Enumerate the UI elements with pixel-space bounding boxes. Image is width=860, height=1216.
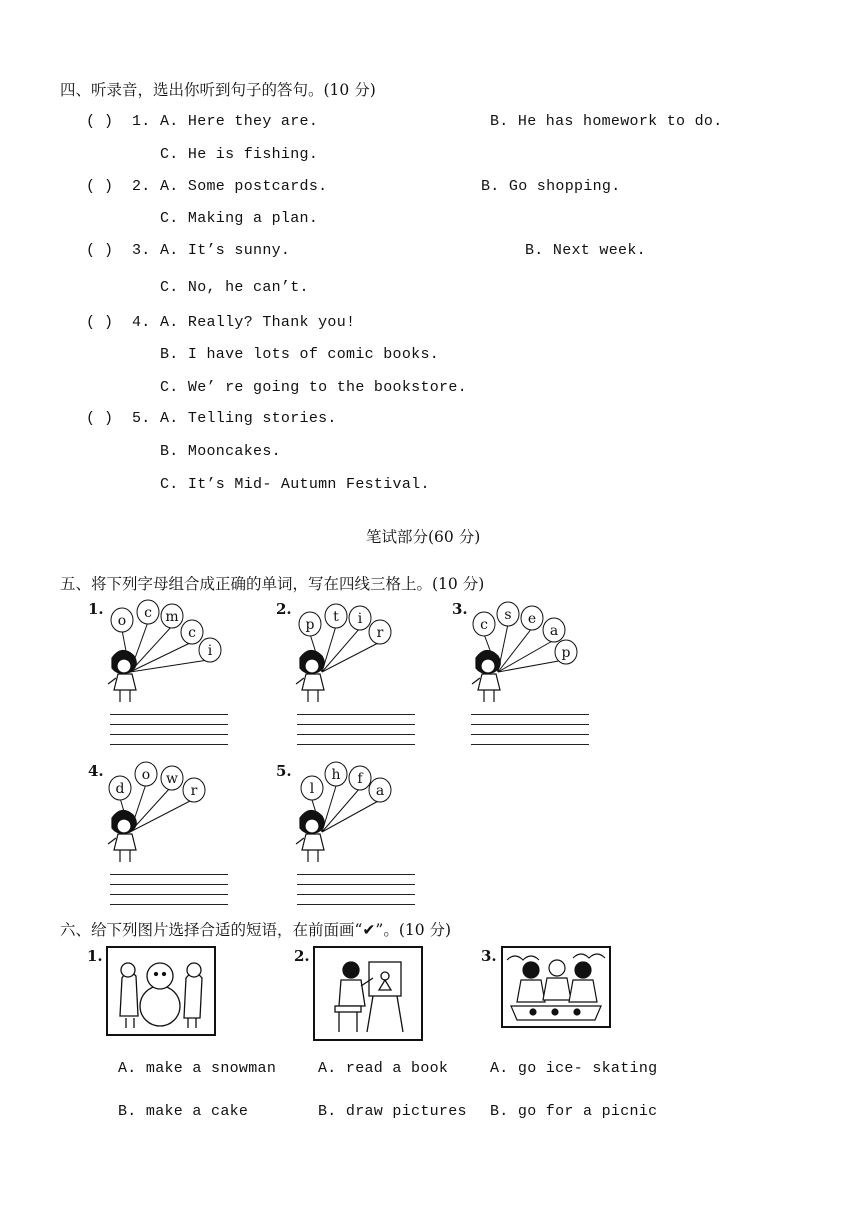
- balloon-letter: c: [480, 617, 488, 633]
- picture-number-1: 1.: [87, 947, 103, 965]
- answer-blank-3[interactable]: ( ): [86, 242, 114, 259]
- four-line-grid-4[interactable]: [110, 874, 228, 906]
- section5-title: 五、将下列字母组合成正确的单词，写在四线三格上。(10 分): [60, 575, 485, 593]
- option-2b: B. Go shopping.: [481, 178, 621, 195]
- answer-blank-1[interactable]: ( ): [86, 113, 114, 130]
- balloon-letter: m: [165, 609, 179, 625]
- balloon-letter: c: [188, 625, 196, 641]
- balloon-figure-3: [452, 598, 602, 708]
- option-5a: A. Telling stories.: [160, 410, 337, 427]
- picnic-icon: [503, 948, 609, 1026]
- drawing-picture: [313, 946, 423, 1041]
- item-number-3: 3.: [132, 242, 151, 259]
- balloon-letter: a: [549, 623, 559, 639]
- balloon-figure-2: [276, 598, 426, 708]
- option-1a: A. Here they are.: [160, 113, 319, 130]
- four-line-grid-1[interactable]: [110, 714, 228, 746]
- girl-with-balloons-icon: [276, 758, 426, 868]
- figure-number-2: 2.: [276, 600, 292, 618]
- easel-icon: [315, 948, 421, 1039]
- balloon-letter: c: [144, 605, 152, 621]
- picture-number-2: 2.: [294, 947, 310, 965]
- balloon-letter: s: [504, 607, 512, 623]
- figure-number-1: 1.: [88, 600, 104, 618]
- option-3a: A. It’s sunny.: [160, 242, 291, 259]
- four-line-grid-2[interactable]: [297, 714, 415, 746]
- balloon-letter: l: [309, 781, 315, 797]
- answer-blank-2[interactable]: ( ): [86, 178, 114, 195]
- item-number-1: 1.: [132, 113, 151, 130]
- option-4c: C. We’ re going to the bookstore.: [160, 379, 467, 396]
- girl-with-balloons-icon: [88, 758, 238, 868]
- option-2c: C. Making a plan.: [160, 210, 319, 227]
- figure-number-4: 4.: [88, 762, 104, 780]
- balloon-letter: i: [357, 611, 363, 627]
- option-6-2b[interactable]: B. draw pictures: [318, 1103, 467, 1120]
- balloon-letter: o: [117, 613, 127, 629]
- balloon-letter: h: [331, 767, 341, 783]
- item-number-4: 4.: [132, 314, 151, 331]
- balloon-figure-1: [88, 598, 238, 708]
- four-line-grid-3[interactable]: [471, 714, 589, 746]
- option-4a: A. Really? Thank you!: [160, 314, 356, 331]
- option-5c: C. It’s Mid- Autumn Festival.: [160, 476, 430, 493]
- section6-title: 六、给下列图片选择合适的短语，在前面画“✔”。(10 分): [60, 921, 452, 939]
- snowman-picture: [106, 946, 216, 1036]
- balloon-letter: o: [141, 767, 151, 783]
- balloon-letter: d: [115, 781, 125, 797]
- written-part-heading: 笔试部分(60 分): [366, 528, 481, 546]
- option-3c: C. No, he can’t.: [160, 279, 309, 296]
- option-1c: C. He is fishing.: [160, 146, 319, 163]
- figure-number-3: 3.: [452, 600, 468, 618]
- option-6-3a[interactable]: A. go ice- skating: [490, 1060, 658, 1077]
- picnic-picture: [501, 946, 611, 1028]
- option-6-3b[interactable]: B. go for a picnic: [490, 1103, 658, 1120]
- girl-with-balloons-icon: [452, 598, 602, 708]
- balloon-letter: p: [561, 645, 571, 661]
- item-number-5: 5.: [132, 410, 151, 427]
- girl-with-balloons-icon: [88, 598, 238, 708]
- balloon-figure-4: [88, 758, 238, 868]
- answer-blank-5[interactable]: ( ): [86, 410, 114, 427]
- option-6-1a[interactable]: A. make a snowman: [118, 1060, 277, 1077]
- item-number-2: 2.: [132, 178, 151, 195]
- balloon-figure-5: [276, 758, 426, 868]
- option-6-1b[interactable]: B. make a cake: [118, 1103, 249, 1120]
- option-4b: B. I have lots of comic books.: [160, 346, 440, 363]
- girl-with-balloons-icon: [276, 598, 426, 708]
- snowman-icon: [108, 948, 214, 1034]
- section4-title: 四、听录音，选出你听到句子的答句。(10 分): [60, 81, 376, 99]
- option-2a: A. Some postcards.: [160, 178, 328, 195]
- option-3b: B. Next week.: [525, 242, 646, 259]
- balloon-letter: i: [207, 643, 213, 659]
- option-1b: B. He has homework to do.: [490, 113, 723, 130]
- balloon-letter: t: [333, 609, 339, 625]
- balloon-letter: e: [527, 611, 537, 627]
- answer-blank-4[interactable]: ( ): [86, 314, 114, 331]
- balloon-letter: p: [305, 617, 315, 633]
- option-5b: B. Mooncakes.: [160, 443, 281, 460]
- picture-number-3: 3.: [481, 947, 497, 965]
- balloon-letter: a: [375, 783, 385, 799]
- balloon-letter: r: [190, 783, 198, 799]
- balloon-letter: w: [166, 771, 178, 787]
- four-line-grid-5[interactable]: [297, 874, 415, 906]
- option-6-2a[interactable]: A. read a book: [318, 1060, 449, 1077]
- figure-number-5: 5.: [276, 762, 292, 780]
- balloon-letter: f: [357, 771, 363, 787]
- balloon-letter: r: [376, 625, 384, 641]
